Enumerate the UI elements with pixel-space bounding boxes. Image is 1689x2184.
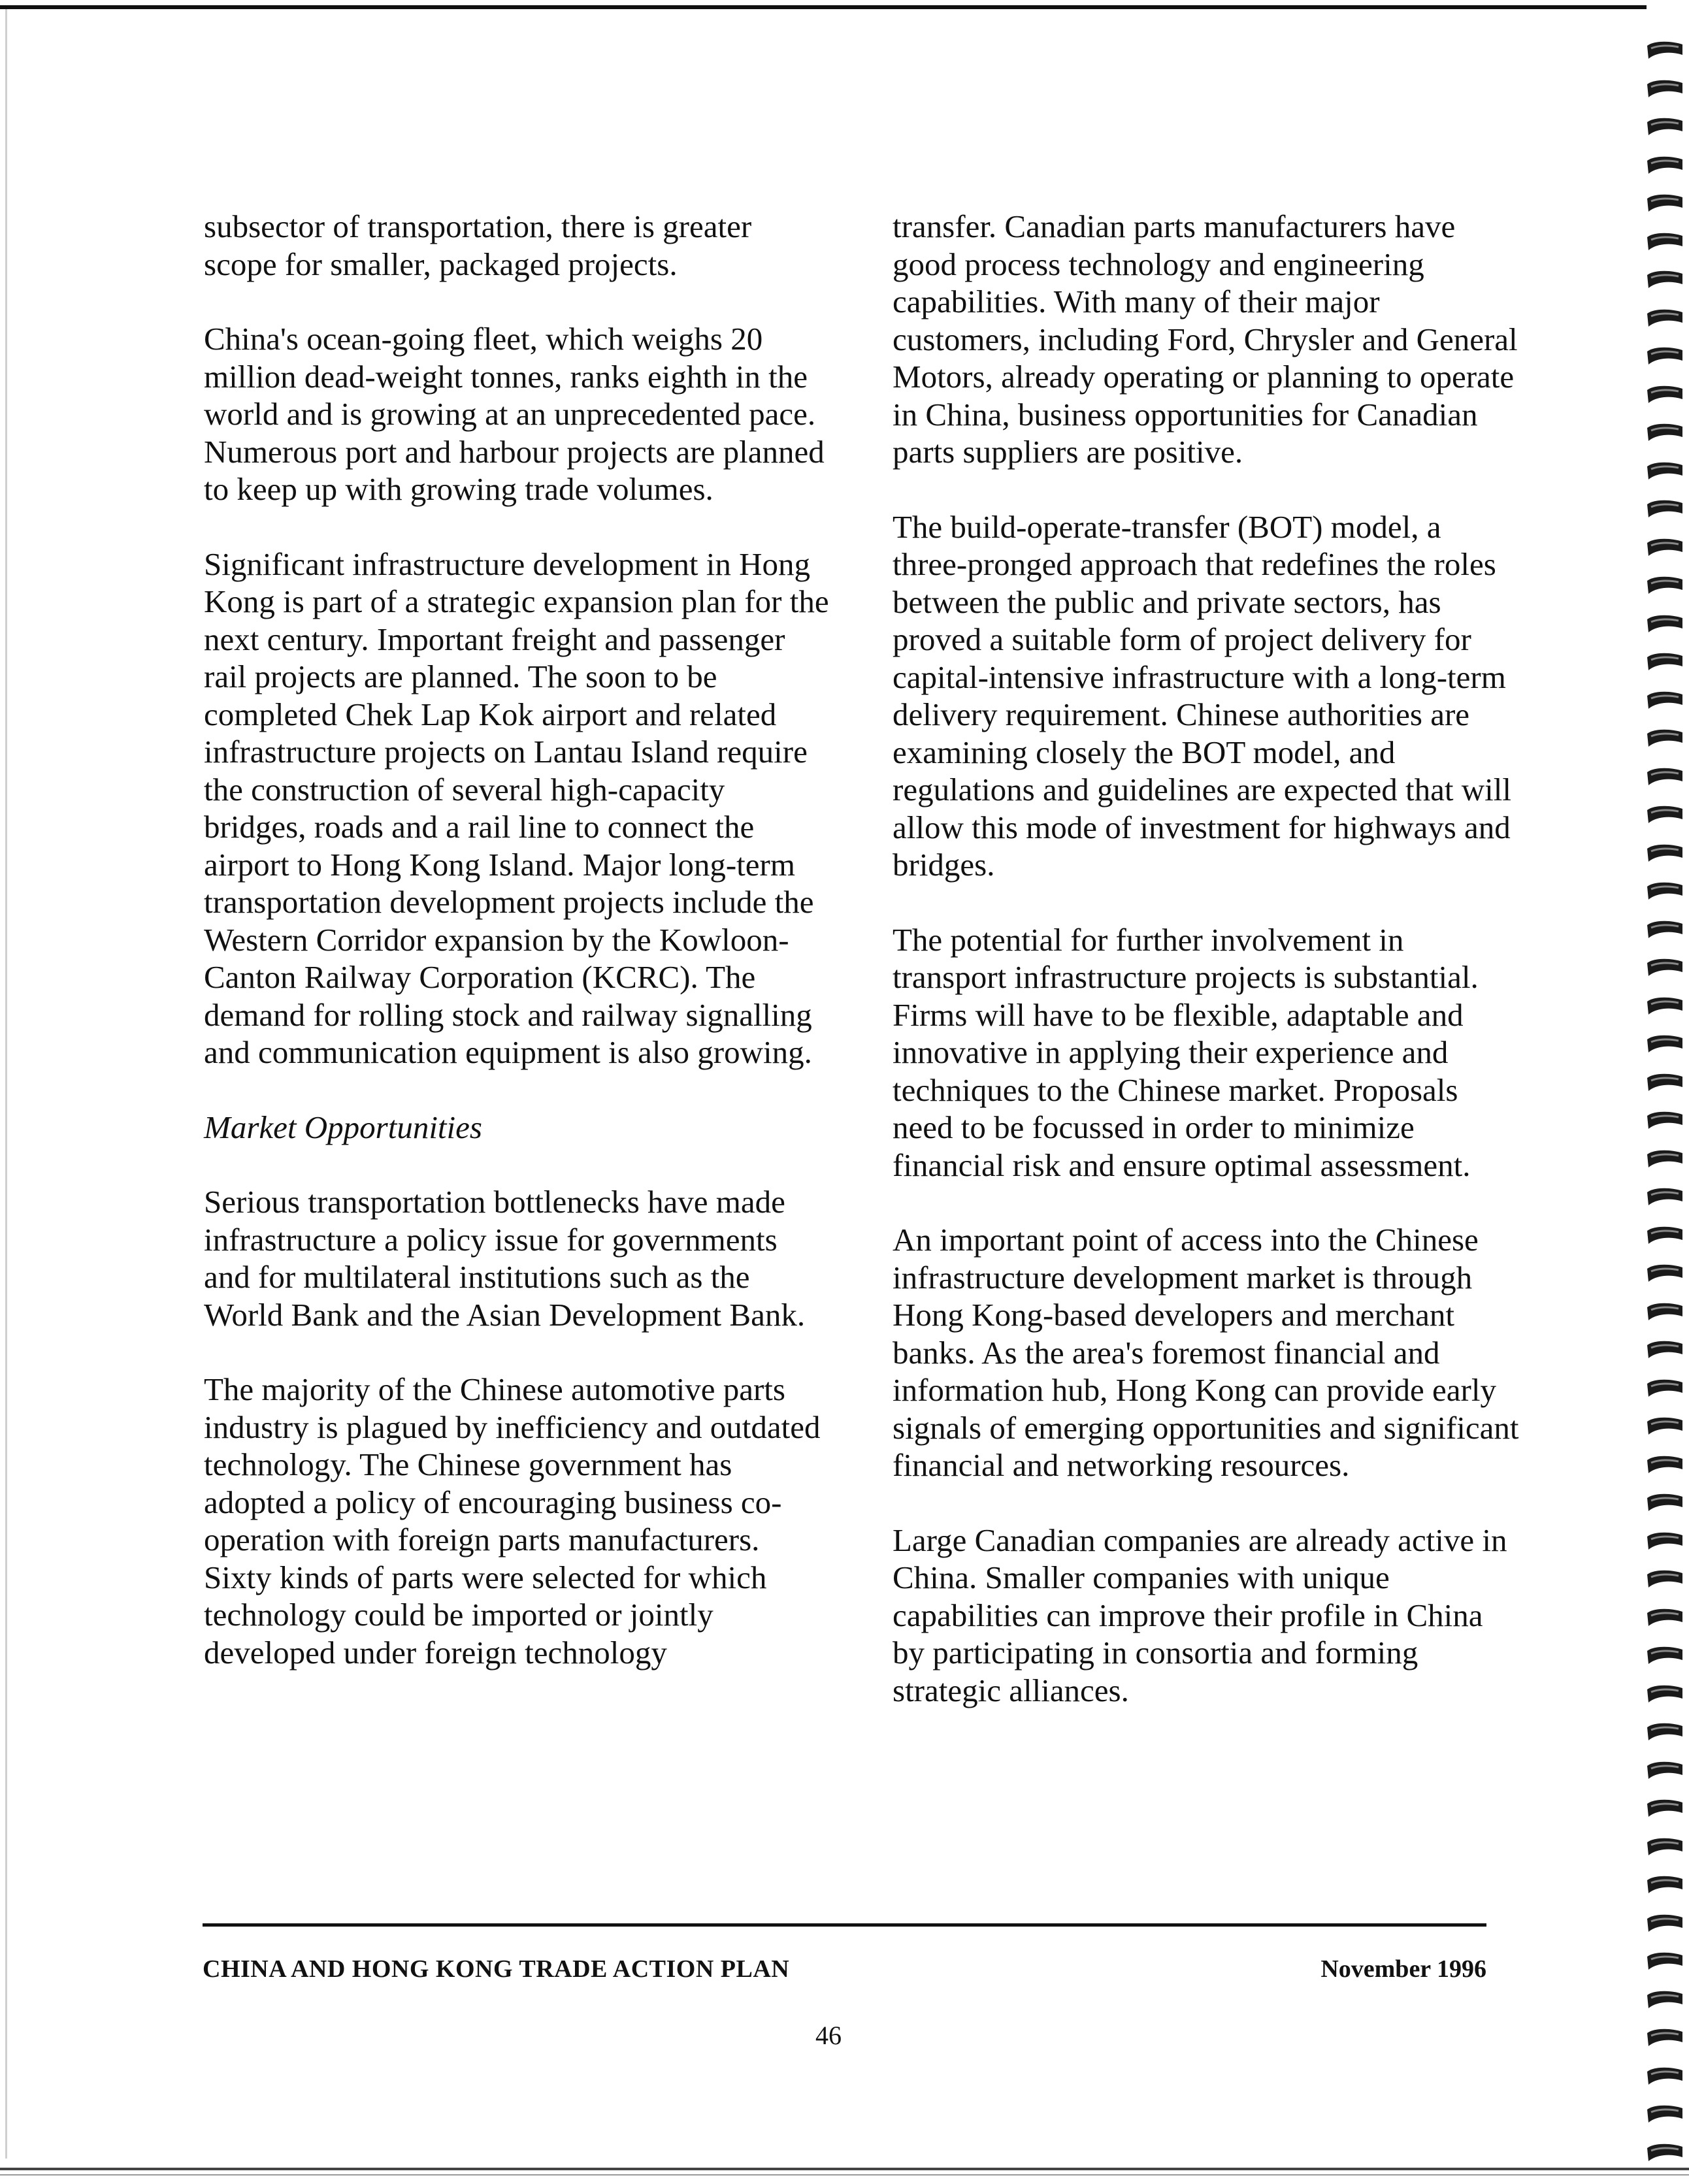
binding-ring	[1645, 689, 1685, 713]
binding-ring	[1645, 1950, 1685, 1974]
right-paragraph-5: Large Canadian companies are already active in China. Smaller companies with unique capabilities can improve their profile in China by participating in consortia and forming strategic alliances.	[893, 1522, 1507, 1708]
left-paragraph-2: China's ocean-going fleet, which weighs 20 million dead-weight tonnes, ranks eighth in the world and is growing at an unprecedented pace. Numerous port and harbour projects are planned to keep up with growing trade volumes.	[204, 321, 825, 507]
binding-ring	[1645, 1759, 1685, 1783]
binding-ring	[1645, 1836, 1685, 1859]
binding-ring	[1645, 1109, 1685, 1133]
binding-ring	[1645, 2142, 1685, 2165]
binding-ring	[1645, 1989, 1685, 2012]
binding-ring	[1645, 383, 1685, 407]
binding-ring	[1645, 1377, 1685, 1401]
binding-ring	[1645, 269, 1685, 292]
binding-ring	[1645, 651, 1685, 674]
binding-ring	[1645, 766, 1685, 789]
binding-ring	[1645, 192, 1685, 216]
binding-ring	[1645, 39, 1685, 63]
binding-ring	[1645, 1683, 1685, 1706]
binding-ring	[1645, 880, 1685, 904]
binding-ring	[1645, 1415, 1685, 1439]
page-number: 46	[815, 2021, 842, 2050]
left-paragraph-3: Significant infrastructure development in Hong Kong is part of a strategic expansion plan for the next century. Important freight and passenger rail projects are planned. The soon to be completed Chek Lap Kok airport and related infrastructure projects on Lantau Island require the construction of several high-capacity bridges, roads and a rail line to connect the airport to Hong Kong Island. Major long-term transportation development projects include the Western Corridor expansion by the Kowloon-Canton Railway Corporation (KCRC). The demand for rolling stock and railway signalling and communication equipment is also growing.	[204, 546, 829, 1070]
binding-ring	[1645, 345, 1685, 368]
page-bottom-edge-secondary	[0, 2174, 1689, 2176]
binding-ring	[1645, 78, 1685, 101]
binding-ring	[1645, 613, 1685, 636]
binding-ring	[1645, 1797, 1685, 1821]
page-bottom-edge	[0, 2168, 1689, 2170]
binding-ring	[1645, 919, 1685, 942]
right-paragraph-4: An important point of access into the Chinese infrastructure development market is through Hong Kong-based developers and merchant banks. As the area's foremost financial and information hub, Hong Kong can provide early signals of emerging opportunities and significant financial and networking resources.	[893, 1222, 1519, 1483]
binding-ring	[1645, 1644, 1685, 1668]
right-column	[893, 208, 1520, 1746]
binding-ring	[1645, 1186, 1685, 1209]
binding-ring	[1645, 1033, 1685, 1056]
binding-ring	[1645, 421, 1685, 445]
right-paragraph-2: The build-operate-transfer (BOT) model, a three-pronged approach that redefines the roles between the public and private sectors, has proved a suitable form of project delivery for capital-intensive infrastructure with a long-term delivery requirement. Chinese authorities are examining closely the BOT model, and regulations and guidelines are expected that will allow this mode of investment for highways and bridges.	[893, 508, 1512, 883]
binding-ring	[1645, 1148, 1685, 1171]
footer-date: November 1996	[1320, 1955, 1486, 1983]
binding-ring	[1645, 956, 1685, 980]
binding-ring	[1645, 1301, 1685, 1324]
left-column	[204, 208, 831, 1708]
page-left-edge	[5, 9, 7, 2159]
binding-ring	[1645, 1568, 1685, 1591]
binding-ring	[1645, 1606, 1685, 1630]
binding-ring	[1645, 1721, 1685, 1744]
right-paragraph-1: transfer. Canadian parts manufacturers have good process technology and engineering capabilities. With many of their major customers, including Ford, Chrysler and General Motors, already operating or planning to operate in China, business opportunities for Canadian parts suppliers are positive.	[893, 208, 1518, 470]
binding-ring	[1645, 536, 1685, 560]
binding-ring	[1645, 2103, 1685, 2127]
binding-ring	[1645, 116, 1685, 139]
left-paragraph-5: The majority of the Chinese automotive parts industry is plagued by inefficiency and outdated technology. The Chinese government has adopted a policy of encouraging business co-operation with foreign parts manufacturers. Sixty kinds of parts were selected for which technology could be imported or jointly developed under foreign technology	[204, 1371, 821, 1671]
binding-ring	[1645, 498, 1685, 521]
binding-ring	[1645, 842, 1685, 866]
binding-ring	[1645, 1491, 1685, 1515]
binding-ring	[1645, 1224, 1685, 1248]
binding-ring	[1645, 1339, 1685, 1362]
left-paragraph-1: subsector of transportation, there is greater scope for smaller, packaged projects.	[204, 208, 752, 282]
binding-ring	[1645, 995, 1685, 1019]
binding-ring	[1645, 1454, 1685, 1477]
binding-ring	[1645, 1530, 1685, 1554]
binding-ring	[1645, 727, 1685, 751]
binding-ring	[1645, 231, 1685, 254]
page-top-edge	[0, 5, 1647, 9]
binding-ring	[1645, 154, 1685, 178]
section-heading: Market Opportunities	[204, 1109, 482, 1145]
binding-ring	[1645, 1262, 1685, 1286]
binding-ring	[1645, 307, 1685, 331]
binding-ring	[1645, 574, 1685, 598]
binding-ring	[1645, 2027, 1685, 2050]
binding-ring	[1645, 460, 1685, 483]
footer-document-title: CHINA AND HONG KONG TRADE ACTION PLAN	[203, 1955, 790, 1983]
right-paragraph-3: The potential for further involvement in transport infrastructure projects is substantial. Firms will have to be flexible, adaptable and innovative in applying their experience and techniques to the Chinese market. Proposals need to be focussed in order to minimize financial risk and ensure optimal assessment.	[893, 921, 1479, 1183]
binding-ring	[1645, 1874, 1685, 1897]
binding-ring	[1645, 1071, 1685, 1095]
footer-divider	[203, 1923, 1486, 1927]
binding-ring	[1645, 804, 1685, 827]
binding-ring	[1645, 1912, 1685, 1936]
spiral-binding	[1637, 13, 1689, 2169]
left-paragraph-4: Serious transportation bottlenecks have made infrastructure a policy issue for governments and for multilateral institutions such as the World Bank and the Asian Development Bank.	[204, 1184, 806, 1333]
binding-ring	[1645, 2065, 1685, 2089]
